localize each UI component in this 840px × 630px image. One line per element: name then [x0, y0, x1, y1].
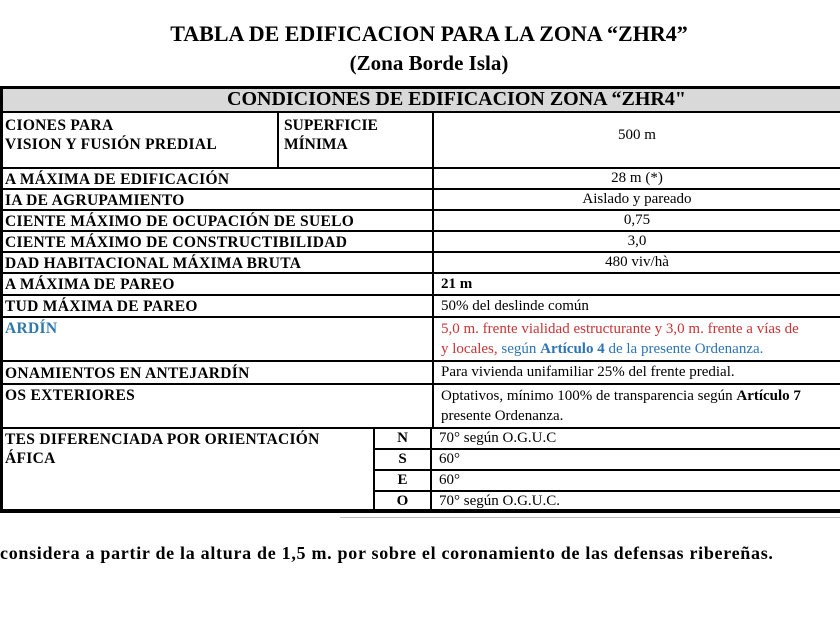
row-label-line1: CIONES PARA: [5, 117, 114, 134]
table-row-rasantes: [3, 429, 840, 509]
scan-artifact-line: [340, 517, 840, 518]
table-row-ocupacion-suelo: [3, 211, 840, 232]
table-header-band: CONDICIONES DE EDIFICACION ZONA “ZHR4": [3, 86, 840, 113]
table-row-longitud-pareo: [3, 296, 840, 318]
row-label: A MÁXIMA DE PAREO: [5, 276, 175, 293]
cell-value: 3,0: [432, 232, 840, 251]
row-label: A MÁXIMA DE EDIFICACIÓN: [5, 171, 230, 188]
row-label-antejardin: ARDÍN: [5, 320, 58, 337]
row-label: TUD MÁXIMA DE PAREO: [5, 298, 198, 315]
page-title: TABLA DE EDIFICACION PARA LA ZONA “ZHR4”: [170, 21, 688, 46]
row-label: OS EXTERIORES: [5, 387, 136, 404]
row-label-line2: ÁFICA: [5, 450, 56, 467]
cell-value: 28 m (*): [432, 169, 840, 188]
value-line2: [441, 339, 840, 359]
direction-letter: N: [375, 429, 432, 448]
cell-value: 21 m: [432, 274, 840, 294]
value-line1: [441, 386, 840, 406]
orientation-row-east: [375, 471, 840, 492]
page-subtitle: (Zona Borde Isla): [349, 51, 509, 75]
cell-value: [432, 385, 840, 427]
table-row-estacionamientos: [3, 362, 840, 385]
orientation-sub-table: [373, 429, 840, 509]
row-label-line2: VISION Y FUSIÓN PREDIAL: [5, 136, 218, 153]
value-line2: presente Ordenanza.: [441, 408, 564, 424]
orientation-row-south: [375, 450, 840, 471]
direction-value: 70° según O.G.U.C.: [439, 493, 560, 509]
direction-letter: E: [375, 471, 432, 490]
value-text: Optativos, mínimo 100% de transparencia según: [441, 388, 737, 404]
sub-label-line1: SUPERFICIE: [284, 117, 378, 134]
table-row-antejardin: [3, 318, 840, 362]
table-row-altura-pareo: [3, 274, 840, 296]
orientation-row-north: [375, 429, 840, 450]
row-label: CIENTE MÁXIMO DE CONSTRUCTIBILIDAD: [5, 234, 348, 251]
cell-value: 50% del deslinde común: [432, 296, 840, 316]
cell-value: [432, 318, 840, 360]
row-label: CIENTE MÁXIMO DE OCUPACIÓN DE SUELO: [5, 213, 355, 230]
table-row-constructibilidad: [3, 232, 840, 253]
direction-letter: S: [375, 450, 432, 469]
value-red-fragment: y locales,: [441, 341, 498, 357]
table-row-agrupamiento: [3, 190, 840, 211]
row-label: [3, 429, 373, 509]
sub-label-superficie-minima: [277, 113, 432, 167]
footnote: considera a partir de la altura de 1,5 m. por sobre el coronamiento de las defensas ribereñas.: [0, 543, 774, 563]
cell-value: Aislado y pareado: [432, 190, 840, 209]
value-article-ref: Artículo 7: [736, 388, 801, 404]
cell-value: 0,75: [432, 211, 840, 230]
direction-value: 60°: [439, 451, 460, 467]
row-label-line1: TES DIFERENCIADA POR ORIENTACIÓN: [5, 431, 320, 448]
value-article-ref: Artículo 4: [540, 341, 605, 357]
edification-table: [0, 86, 840, 513]
table-row-altura-maxima: [3, 169, 840, 190]
table-row-densidad: [3, 253, 840, 274]
table-row-cierros: [3, 385, 840, 429]
cell-value: Para vivienda unifamiliar 25% del frente predial.: [432, 362, 840, 383]
value-blue-post: de la presente Ordenanza.: [604, 341, 764, 357]
row-label: IA DE AGRUPAMIENTO: [5, 192, 185, 209]
direction-value: 60°: [439, 472, 460, 488]
value-line1-red: 5,0 m. frente vialidad estructurante y 3,0 m. frente a vías de: [441, 321, 799, 337]
orientation-row-west: [375, 492, 840, 509]
cell-value: 480 viv/hà: [432, 253, 840, 272]
direction-letter: O: [375, 492, 432, 509]
row-label: ONAMIENTOS EN ANTEJARDÍN: [5, 365, 250, 382]
sub-label-line2: MÍNIMA: [284, 136, 348, 153]
row-label: DAD HABITACIONAL MÁXIMA BRUTA: [5, 255, 302, 272]
direction-value: 70° según O.G.U.C: [439, 430, 557, 446]
value-blue-pre: según: [497, 341, 541, 357]
row-label: [3, 113, 277, 167]
table-row-subdivision: [3, 113, 840, 169]
cell-value: 500 m: [432, 113, 840, 167]
